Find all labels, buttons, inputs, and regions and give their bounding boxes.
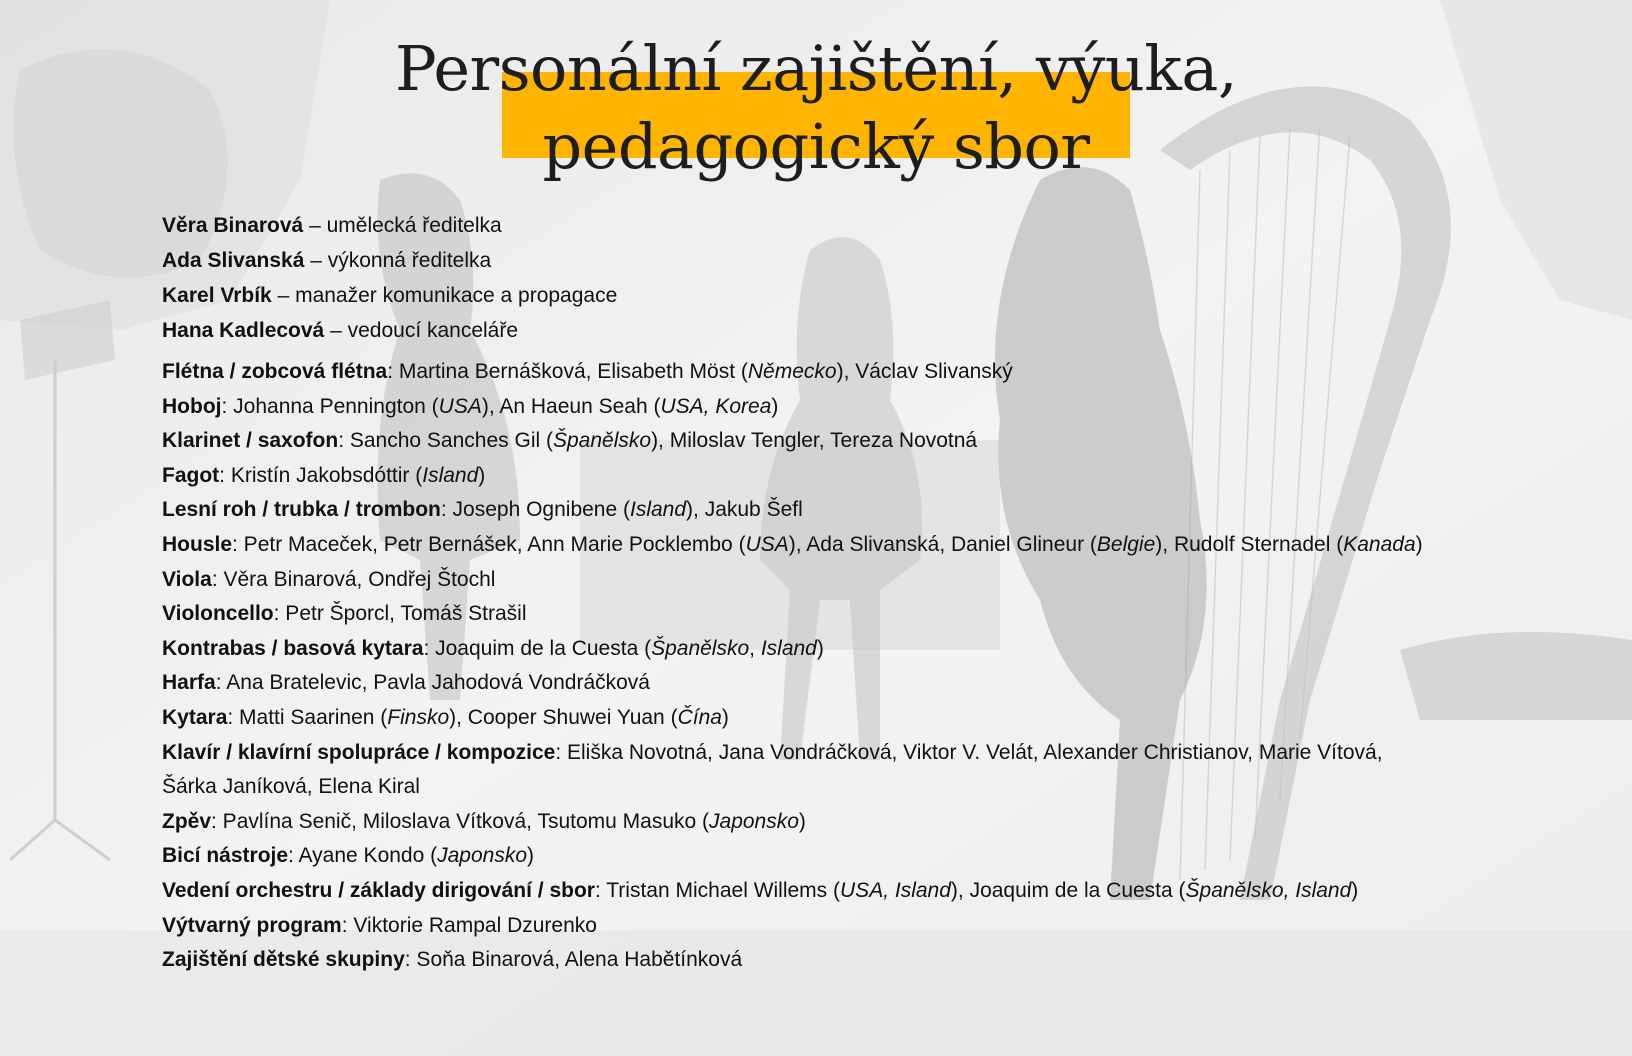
instrument-row — [162, 390, 1602, 425]
instrument-row — [162, 874, 1602, 909]
staff-row — [162, 313, 1602, 348]
teacher-names: : Pavlína Senič, Miloslava Vítková, Tsutomu Masuko ( — [211, 809, 710, 833]
instrument-row — [162, 839, 1602, 874]
teacher-names: : Joaquim de la Cuesta ( — [423, 636, 652, 660]
instrument-label: Kontrabas / basová kytara — [162, 636, 424, 660]
teacher-names: : Věra Binarová, Ondřej Štochl — [211, 567, 496, 591]
instrument-label: Viola — [162, 567, 212, 591]
teacher-country: Japonsko — [709, 809, 799, 833]
instrument-label: Bicí nástroje — [162, 844, 289, 868]
teacher-country: USA — [438, 394, 482, 418]
teacher-names: ), An Haeun Seah ( — [481, 394, 661, 418]
teacher-names: ) — [721, 705, 729, 729]
instrument-label: Flétna / zobcová flétna — [162, 360, 388, 383]
staff-name: Hana Kadlecová — [162, 319, 325, 342]
teacher-names: , — [749, 636, 761, 660]
teacher-names: ), Rudolf Sternadel ( — [1155, 532, 1344, 556]
teacher-names: ), Václav Slivanský — [836, 360, 1013, 383]
title-line-1: Personální zajištění, výuka, — [394, 32, 1238, 105]
teacher-names: : Martina Bernášková, Elisabeth Möst ( — [387, 360, 748, 383]
staff-row — [162, 243, 1602, 278]
instrument-label: Zpěv — [162, 809, 212, 833]
instrument-label: Fagot — [162, 463, 220, 487]
teacher-names: ) — [527, 844, 535, 868]
teacher-names: : Ana Bratelevic, Pavla Jahodová Vondráčková — [215, 671, 650, 695]
teacher-names: : Petr Maceček, Petr Bernášek, Ann Marie Pocklembo ( — [232, 532, 746, 556]
teacher-country: USA — [745, 532, 789, 556]
teacher-names: ), Miloslav Tengler, Tereza Novotná — [651, 429, 978, 453]
instrument-label: Housle — [162, 532, 233, 556]
instrument-label: Lesní roh / trubka / trombon — [162, 498, 441, 522]
instrument-label: Klarinet / saxofon — [162, 429, 339, 453]
management-list — [162, 208, 1602, 348]
teacher-names: ) — [816, 636, 824, 660]
instrument-label: Violoncello — [162, 602, 274, 626]
teacher-country: Island — [760, 636, 817, 660]
teacher-names: : Johanna Pennington ( — [221, 394, 439, 418]
teacher-names: : Joseph Ognibene ( — [440, 498, 630, 522]
instrument-row — [162, 424, 1602, 459]
instrument-row — [162, 805, 1602, 840]
title-area — [0, 30, 1632, 186]
teacher-names: ) — [798, 809, 806, 833]
teachers-list — [162, 355, 1602, 978]
instrument-row — [162, 736, 1432, 805]
instrument-label: Vedení orchestru / základy dirigování / sbor — [162, 878, 595, 902]
teacher-names: : Eliška Novotná, Jana Vondráčková, Viktor V. Velát, Alexander Christianov, Marie Vítová, Šárka Janíková, Elena Kiral — [162, 740, 1383, 799]
teacher-names: : Kristín Jakobsdóttir ( — [219, 463, 423, 487]
staff-role: – výkonná ředitelka — [304, 249, 492, 272]
staff-role: – umělecká ředitelka — [303, 214, 502, 237]
staff-name: Karel Vrbík — [162, 284, 272, 307]
instrument-row — [162, 632, 1602, 667]
teacher-country: Island — [629, 498, 687, 522]
instrument-label: Kytara — [162, 705, 228, 729]
teacher-names: : Petr Šporcl, Tomáš Strašil — [273, 602, 527, 626]
teacher-names: ) — [478, 463, 486, 487]
instrument-row — [162, 701, 1602, 736]
page-title — [0, 30, 1632, 186]
teacher-country: Kanada — [1343, 532, 1416, 556]
teacher-names: : Soňa Binarová, Alena Habětínková — [404, 948, 743, 972]
teacher-names: ), Jakub Šefl — [686, 498, 803, 522]
instrument-label: Klavír / klavírní spolupráce / kompozice — [162, 740, 556, 764]
staff-role: – manažer komunikace a propagace — [271, 284, 618, 307]
teacher-names: : Viktorie Rampal Dzurenko — [341, 913, 597, 937]
instrument-row — [162, 528, 1602, 563]
teacher-country: Španělsko — [552, 429, 652, 453]
instrument-label: Hoboj — [162, 394, 222, 418]
teacher-country: Španělsko, Island — [1185, 878, 1352, 902]
teacher-names: : Sancho Sanches Gil ( — [338, 429, 553, 453]
staff-role: – vedoucí kanceláře — [324, 319, 519, 342]
teacher-names: ), Cooper Shuwei Yuan ( — [449, 705, 678, 729]
instrument-label: Výtvarný program — [162, 913, 342, 937]
teacher-country: Čína — [677, 705, 722, 729]
instrument-row — [162, 666, 1602, 701]
teacher-country: Japonsko — [437, 844, 528, 868]
instrument-label: Zajištění dětské skupiny — [162, 948, 405, 972]
instrument-row — [162, 943, 1602, 978]
teacher-names: : Matti Saarinen ( — [227, 705, 388, 729]
teacher-names: ), Ada Slivanská, Daniel Glineur ( — [788, 532, 1097, 556]
staff-row — [162, 208, 1602, 243]
teacher-names: ) — [1415, 532, 1423, 556]
teacher-country: USA, Island — [840, 878, 951, 902]
teacher-names: : Ayane Kondo ( — [288, 844, 438, 868]
teacher-names: ) — [1351, 878, 1359, 902]
teacher-country: Island — [422, 463, 479, 487]
staff-name: Věra Binarová — [162, 214, 304, 237]
teacher-names: ), Joaquim de la Cuesta ( — [950, 878, 1186, 902]
teacher-country: Finsko — [387, 705, 450, 729]
instrument-row — [162, 597, 1602, 632]
instrument-row — [162, 909, 1602, 944]
instrument-row — [162, 563, 1602, 598]
instrument-row — [162, 459, 1602, 494]
instrument-row — [162, 493, 1602, 528]
teacher-country: Německo — [747, 360, 837, 383]
teacher-names: : Tristan Michael Willems ( — [594, 878, 841, 902]
staff-name: Ada Slivanská — [162, 249, 305, 272]
teacher-country: USA, Korea — [660, 394, 772, 418]
teacher-country: Španělsko — [651, 636, 750, 660]
instrument-row — [162, 355, 1602, 390]
title-line-2: pedagogický sbor — [542, 110, 1090, 183]
teacher-country: Belgie — [1096, 532, 1156, 556]
teacher-names: ) — [771, 394, 779, 418]
staff-row — [162, 278, 1602, 313]
instrument-label: Harfa — [162, 671, 216, 695]
